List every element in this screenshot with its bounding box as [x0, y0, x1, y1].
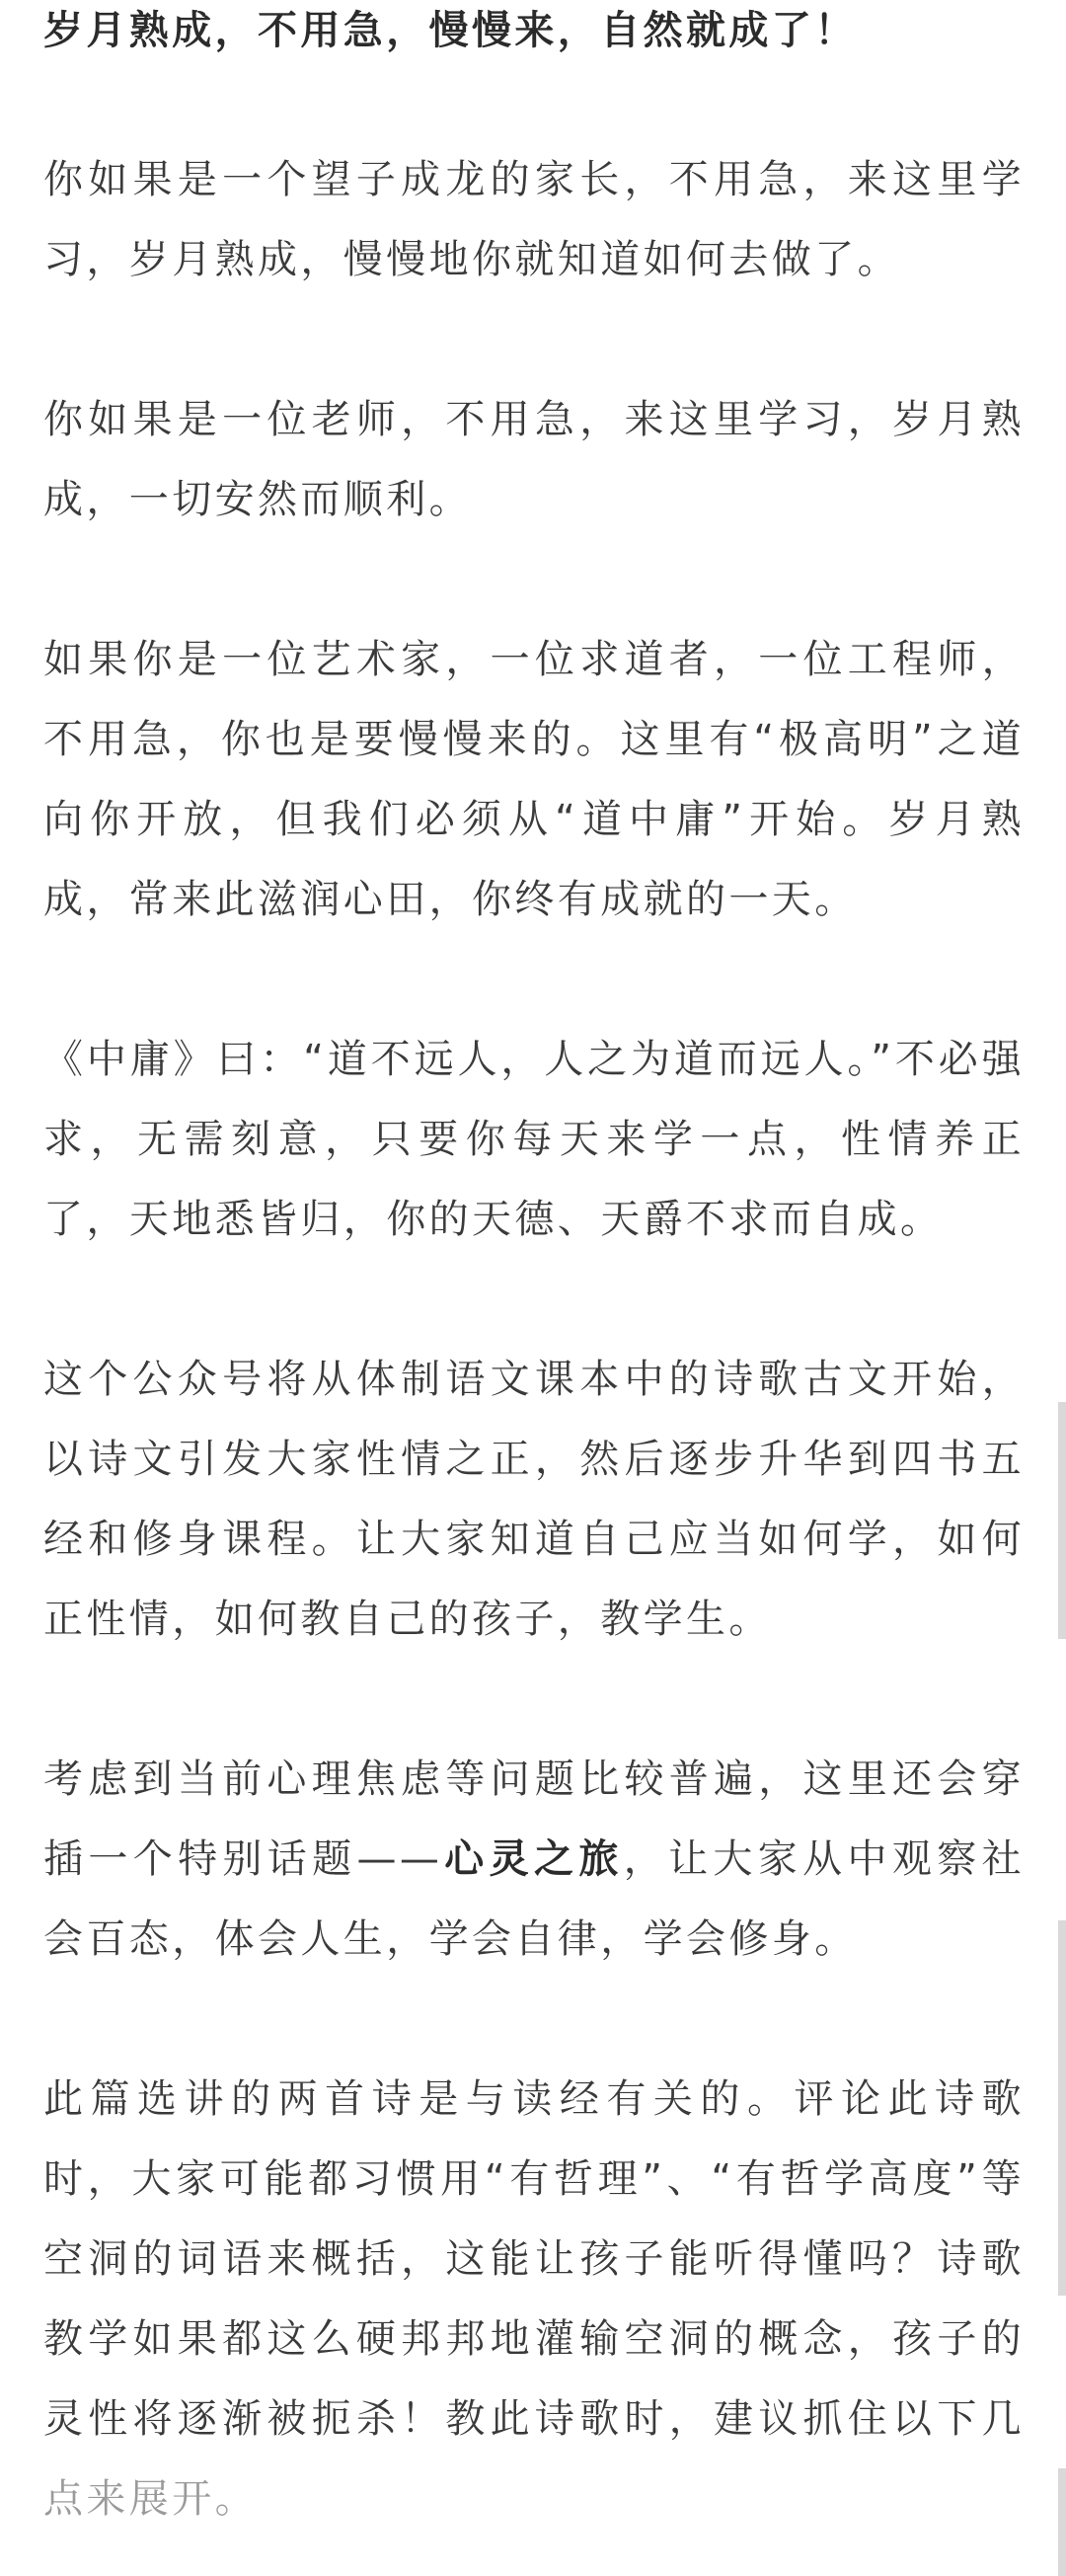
- paragraph-parents: 你如果是一个望子成龙的家长，不用急，来这里学习，岁月熟成，慢慢地你就知道如何去做了。: [43, 157, 1025, 282]
- topic-highlight: 心灵之旅: [442, 1836, 624, 1882]
- topic-text-after: ，让大家从中观察社会百态，体会人生，学会自律，学会修身。: [43, 1836, 1025, 1962]
- poem-intro-text: 此篇选讲的两首诗是与读经有关的。评论此诗歌时，大家可能都习惯用“有哲理”、“有哲学高度”等空洞的词语来概括，这能让孩子能听得懂吗？诗歌教学如果都这么硬邦邦地灌输空洞的概念，孩子的灵性将逐渐被扼杀！教此诗歌时，建议抓住以下几: [43, 2076, 1025, 2442]
- article-body: [43, 0, 1025, 2539]
- scroll-indicator: [1058, 1920, 1066, 2296]
- paragraph-account-plan: 这个公众号将从体制语文课本中的诗歌古文开始，以诗文引发大家性情之正，然后逐步升华到四书五经和修身课程。让大家知道自己应当如何学，如何正性情，如何教自己的孩子，教学生。: [43, 1357, 1025, 1642]
- scroll-indicator: [1058, 2468, 1066, 2576]
- scroll-indicator: [1058, 1402, 1066, 1639]
- paragraph-poem-intro: [43, 2060, 1025, 2539]
- paragraph-teachers: 你如果是一位老师，不用急，来这里学习，岁月熟成，一切安然而顺利。: [43, 397, 1025, 522]
- poem-intro-faded-text: 点来展开。: [43, 2476, 258, 2522]
- topic-text-before: 考虑到当前心理焦虑等问题比较普遍，这里还会穿插一个特别话题——: [43, 1756, 1025, 1882]
- paragraph-special-topic: [43, 1740, 1025, 1980]
- paragraph-artists: 如果你是一位艺术家，一位求道者，一位工程师，不用急，你也是要慢慢来的。这里有“极高明”之道向你开放，但我们必须从“道中庸”开始。岁月熟成，常来此滋润心田，你终有成就的一天。: [43, 637, 1025, 922]
- article-title: 岁月熟成，不用急，慢慢来，自然就成了！: [43, 8, 858, 53]
- paragraph-zhongyong-quote: 《中庸》曰：“道不远人，人之为道而远人。”不必强求，无需刻意，只要你每天来学一点，性情养正了，天地悉皆归，你的天德、天爵不求而自成。: [43, 1037, 1025, 1242]
